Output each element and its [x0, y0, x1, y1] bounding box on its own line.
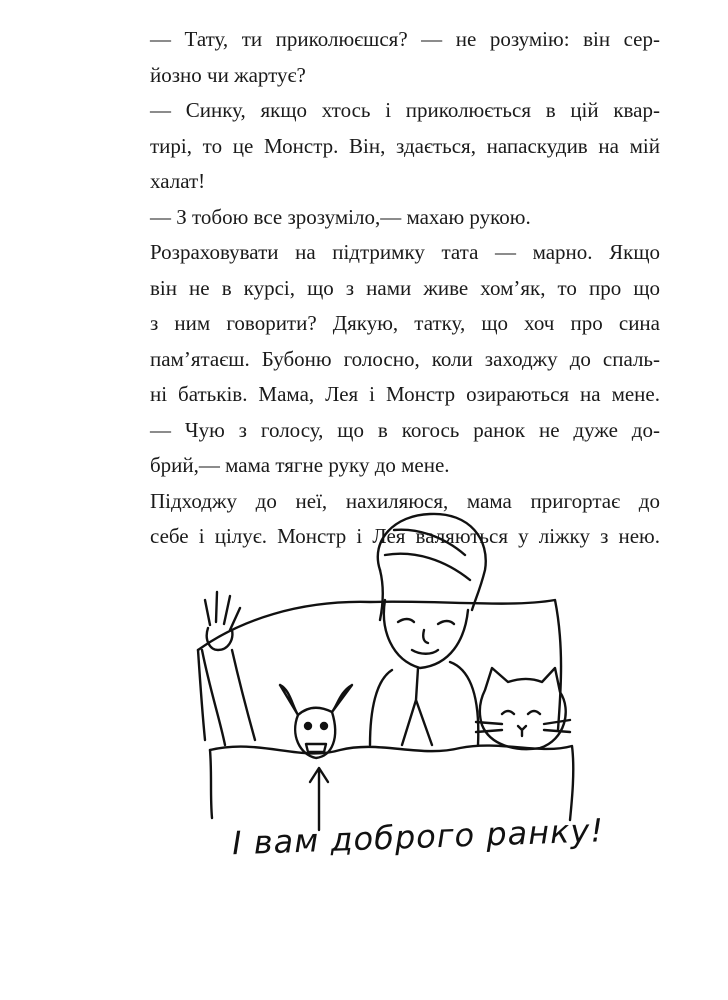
- text-line: Розраховувати на підтримку тата — марно. Якщо: [150, 240, 660, 264]
- text-line: брий,— мама тягне руку до мене.: [150, 453, 450, 477]
- mother-robe: [370, 662, 478, 745]
- dog: [280, 685, 352, 715]
- text-line: тирі, то це Монстр. Він, здається, напаскудив на мій: [150, 133, 660, 158]
- text-line: ні батьків. Мама, Лея і Монстр озираються на мене.: [150, 382, 660, 406]
- text-line: халат!: [150, 169, 206, 193]
- mother-face: [384, 600, 468, 668]
- text-line: йозно чи жартує?: [150, 62, 306, 87]
- cat: [480, 668, 566, 749]
- text-line: з ним говорити? Дякую, татку, що хоч про сина: [150, 311, 660, 335]
- text-line: — Тату, ти приколюєшся? — не розумію: він сер-: [150, 27, 660, 51]
- book-page-text: [150, 22, 660, 555]
- illustration-caption: І вам доброго ранку!: [231, 811, 605, 863]
- blanket: [210, 746, 573, 820]
- text-line: він не в курсі, що з нами живе хом’як, то про що: [150, 275, 660, 300]
- text-line: Підходжу до неї, нахиляюся, мама пригортає до: [150, 488, 660, 513]
- text-line: — З тобою все зрозуміло,— махаю рукою.: [150, 204, 531, 229]
- text-line: себе і цілує. Монстр і Лея валяються у ліжку з нею.: [150, 524, 660, 548]
- text-line: пам’ятаєш. Бубоню голосно, коли заходжу до спаль-: [150, 346, 660, 371]
- text-line: — Чую з голосу, що в когось ранок не дуже до-: [150, 417, 660, 442]
- text-line: — Синку, якщо хтось і приколюється в цій квар-: [150, 98, 660, 122]
- towel-turban: [378, 514, 486, 610]
